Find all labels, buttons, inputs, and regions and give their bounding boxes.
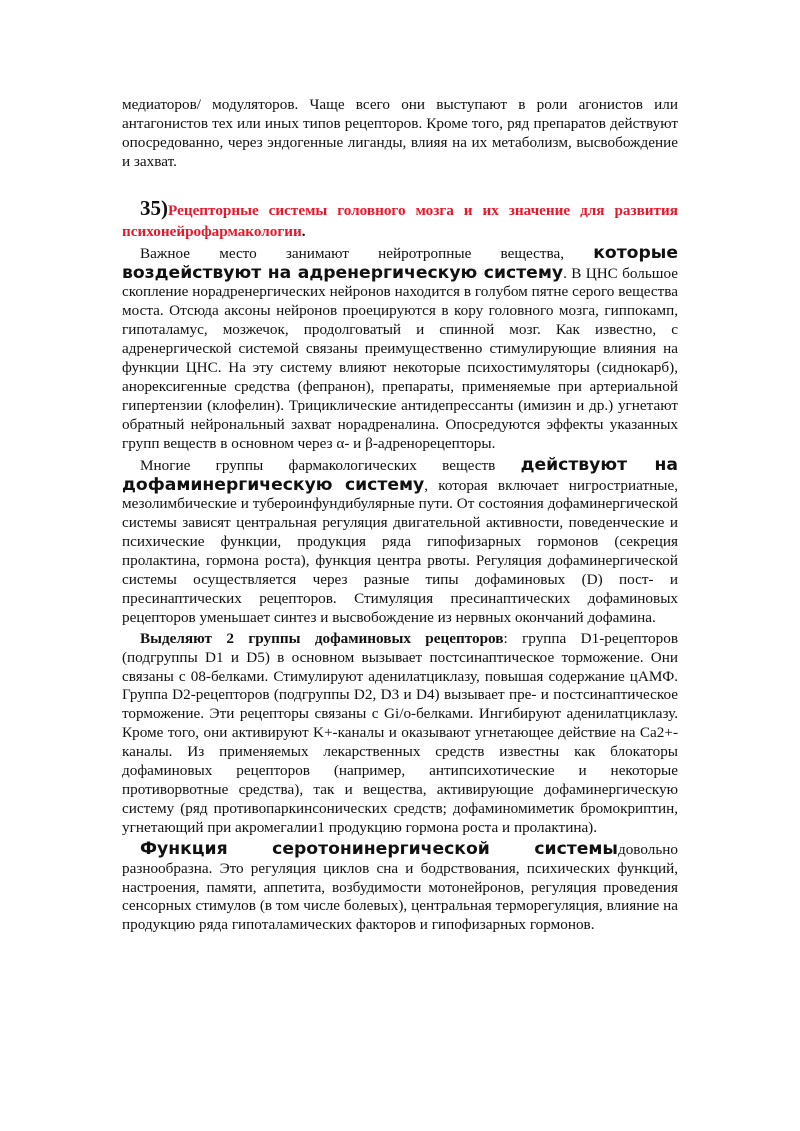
section-title: Рецепторные системы головного мозга и их значение для развития психонейрофармакологии <box>122 201 678 240</box>
paragraph-serotonergic-lead: Функция серотонинергической системы <box>140 838 618 859</box>
section-title-dot: . <box>301 222 306 240</box>
paragraph-adrenergic-emphasis: которые воздействуют на адренергическую систему <box>122 242 678 283</box>
paragraph-dopaminergic <box>122 456 678 628</box>
paragraph-adrenergic <box>122 244 678 454</box>
paragraph-dopamine-receptors-body: : группа D1-рецепторов (подгруппы D1 и D5) в основном вызывает постсинаптическое торможение. Они связаны с 08-белками. Стимулируют аденилатциклазу, повышая содержание цАМФ. Группа D2-рецепторов (подгруппы D2, D3 и D4) вызывает пре- и постсинаптическое торможение. Эти рецепторы связаны с Gi/o-белками. Ингибируют аденилатциклазу. Кроме того, они активируют K+-каналы и оказывают угнетающее действие на Ca2+-каналы. Из применяемых лекарственных средств известны как блокаторы дофаминовых рецепторов (например, антипсихотические и некоторые противорвотные средства), так и вещества, активирующие дофаминергическую систему (ряд противопаркинсонических средств; дофаминомиметик бромокриптин, угнетающий при акромегалии1 продукцию гормона роста и пролактина). <box>122 629 678 836</box>
section-number: 35) <box>140 195 168 220</box>
paragraph-adrenergic-lead: Важное место занимают нейротропные вещества, <box>140 244 594 262</box>
paragraph-serotonergic <box>122 840 678 936</box>
paragraph-dopaminergic-emphasis: действуют на дофаминергическую систему <box>122 454 678 495</box>
paragraph-dopaminergic-lead: Многие группы фармакологических веществ <box>140 456 521 474</box>
paragraph-dopamine-receptors-lead: Выделяют 2 группы дофаминовых рецепторов <box>140 629 504 647</box>
paragraph-intro: медиаторов/ модуляторов. Чаще всего они выступают в роли агонистов или антагонистов тех или иных типов рецепторов. Кроме того, ряд препаратов действуют опосредованно, через эндогенные лиганды, влияя на их метаболизм, высвобождение и захват. <box>122 96 678 170</box>
paragraph-dopamine-receptors <box>122 630 678 838</box>
paragraph-dopaminergic-body: , которая включает нигростриатные, мезолимбические и тубероинфундибулярные пути. От состояния дофаминергической системы зависят центральная регуляция двигательной активности, поведенческие и психические функции, продукция ряда гипофизарных гормонов (секреция пролактина, гормона роста), функция центра рвоты. Регуляция дофаминергической системы осуществляется через разные типы дофаминовых (D) пост- и пресинаптических рецепторов. Стимуляция пресинаптических дофаминовых рецепторов уменьшает синтез и высвобождение из нервных окончаний дофамина. <box>122 476 678 626</box>
paragraph-serotonergic-body: довольно разнообразна. Это регуляция циклов сна и бодрствования, психических функций, настроения, памяти, аппетита, возбудимости мотонейронов, регуляция проведения сенсорных стимулов (в том числе болевых), центральная терморегуляция, влияние на продукцию ряда гипоталамических факторов и гипофизарных гормонов. <box>122 840 678 934</box>
section-heading <box>122 195 678 242</box>
paragraph-adrenergic-body: . В ЦНС большое скопление норадренергических нейронов находится в голубом пятне серого вещества моста. Отсюда аксоны нейронов проецируются в кору головного мозга, гиппокамп, гипоталамус, мозжечок, продолговатый и спинной мозг. Как известно, с адренергической системой связаны преимущественно стимулирующие влияния на функции ЦНС. На эту систему влияют некоторые психостимуляторы (сиднокарб), анорексигенные средства (фепранон), препараты, применяемые при артериальной гипертензии (клофелин). Трициклические антидепрессанты (имизин и др.) угнетают обратный нейрональный захват норадреналина. Опосредуются эффекты указанных групп веществ в основном через α- и β-адренорецепторы. <box>122 264 678 452</box>
